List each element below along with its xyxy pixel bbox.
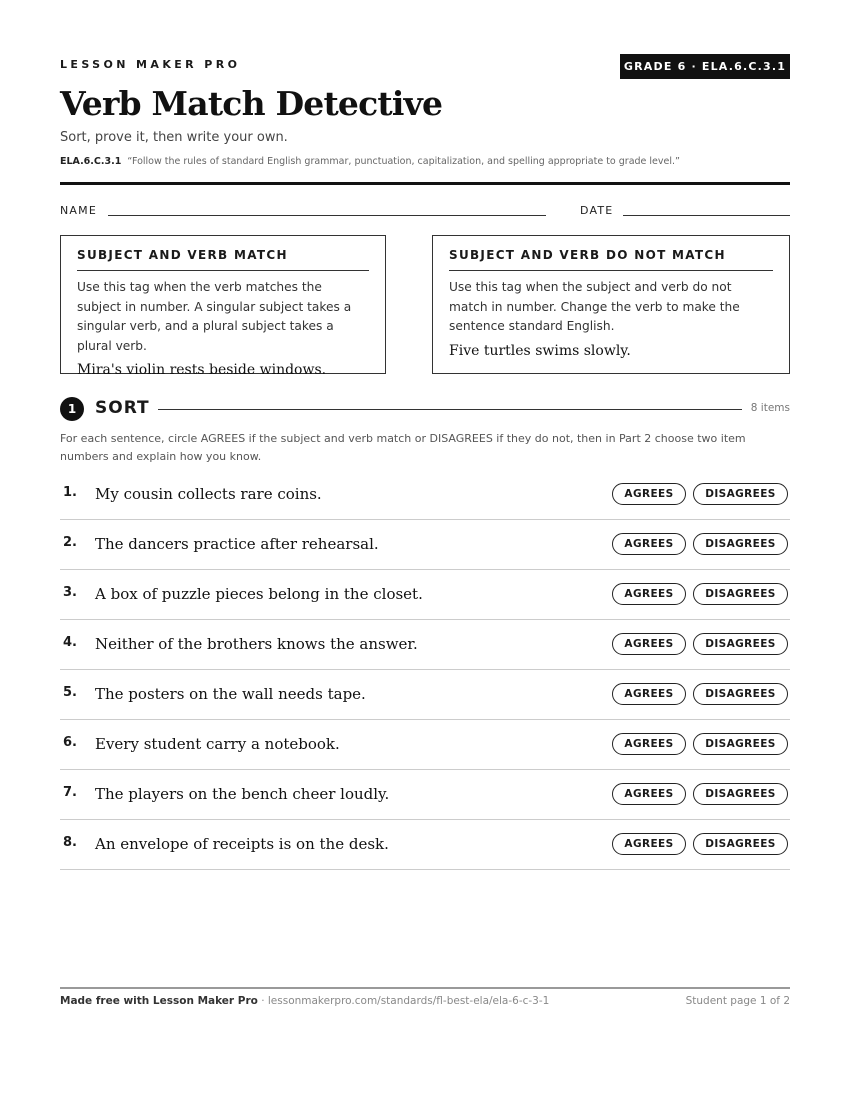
item-sentence: The players on the bench cheer loudly.	[95, 785, 390, 803]
date-label: DATE	[580, 204, 614, 217]
footer-brand: Made free with Lesson Maker Pro	[60, 995, 258, 1007]
grade-badge: GRADE 6 · ELA.6.C.3.1	[620, 54, 790, 79]
tag-card-no-match	[432, 235, 790, 374]
section-rule	[158, 409, 742, 410]
agrees-option[interactable]: AGREES	[612, 633, 686, 655]
standard-text: “Follow the rules of standard English grammar, punctuation, capitalization, and spelling appropriate to grade level.”	[127, 156, 680, 167]
item-sentence: A box of puzzle pieces belong in the closet.	[95, 585, 423, 603]
list-item	[60, 720, 790, 770]
list-item	[60, 470, 790, 520]
list-item	[60, 570, 790, 620]
standard-line	[60, 156, 790, 167]
standard-code: ELA.6.C.3.1	[60, 156, 122, 167]
footer-credit	[60, 995, 549, 1007]
list-item	[60, 670, 790, 720]
item-sentence: The dancers practice after rehearsal.	[95, 535, 379, 553]
section-title: SORT	[95, 398, 150, 418]
section-header	[60, 397, 790, 421]
tag-card-match	[60, 235, 386, 378]
list-item	[60, 520, 790, 570]
section-number-badge: 1	[60, 397, 84, 421]
agrees-option[interactable]: AGREES	[612, 533, 686, 555]
tag-heading: SUBJECT AND VERB DO NOT MATCH	[449, 248, 773, 271]
list-item	[60, 620, 790, 670]
page-subtitle: Sort, prove it, then write your own.	[60, 130, 288, 145]
agrees-option[interactable]: AGREES	[612, 833, 686, 855]
item-sentence: My cousin collects rare coins.	[95, 485, 322, 503]
item-number: 4.	[63, 635, 77, 650]
item-number: 8.	[63, 835, 77, 850]
item-number: 5.	[63, 685, 77, 700]
disagrees-option[interactable]: DISAGREES	[693, 633, 788, 655]
item-sentence: Neither of the brothers knows the answer.	[95, 635, 418, 653]
item-number: 1.	[63, 485, 77, 500]
disagrees-option[interactable]: DISAGREES	[693, 533, 788, 555]
tag-description: Use this tag when the verb matches the subject in number. A singular subject takes a singular verb, and a plural subject takes a plural verb.	[77, 280, 352, 353]
list-item	[60, 820, 790, 870]
item-count: 8 items	[750, 402, 790, 414]
disagrees-option[interactable]: DISAGREES	[693, 733, 788, 755]
header-divider	[60, 182, 790, 185]
agrees-option[interactable]: AGREES	[612, 783, 686, 805]
disagrees-option[interactable]: DISAGREES	[693, 683, 788, 705]
item-number: 2.	[63, 535, 77, 550]
agrees-option[interactable]: AGREES	[612, 483, 686, 505]
name-field[interactable]	[108, 215, 546, 216]
disagrees-option[interactable]: DISAGREES	[693, 783, 788, 805]
item-list	[60, 470, 790, 870]
worksheet-page	[60, 0, 790, 1100]
footer-url: · lessonmakerpro.com/standards/fl-best-ela/ela-6-c-3-1	[257, 995, 550, 1007]
footer-divider	[60, 987, 790, 989]
name-label: NAME	[60, 204, 97, 217]
item-sentence: Every student carry a notebook.	[95, 735, 340, 753]
disagrees-option[interactable]: DISAGREES	[693, 483, 788, 505]
page-indicator: Student page 1 of 2	[685, 995, 790, 1007]
date-field[interactable]	[623, 215, 790, 216]
sort-instructions: For each sentence, circle AGREES if the subject and verb match or DISAGREES if they do not, then in Part 2 choose two item numbers and explain how you know.	[60, 432, 746, 463]
page-title: Verb Match Detective	[60, 84, 443, 123]
agrees-option[interactable]: AGREES	[612, 683, 686, 705]
item-sentence: An envelope of receipts is on the desk.	[95, 835, 389, 853]
tag-description: Use this tag when the subject and verb do not match in number. Change the verb to make the sentence standard English.	[449, 280, 740, 333]
list-item	[60, 770, 790, 820]
tag-example: Mira's violin rests beside windows.	[77, 362, 327, 378]
item-number: 7.	[63, 785, 77, 800]
agrees-option[interactable]: AGREES	[612, 583, 686, 605]
disagrees-option[interactable]: DISAGREES	[693, 583, 788, 605]
item-number: 3.	[63, 585, 77, 600]
tag-heading: SUBJECT AND VERB MATCH	[77, 248, 369, 271]
tag-example: Five turtles swims slowly.	[449, 342, 631, 359]
item-number: 6.	[63, 735, 77, 750]
brand-name: LESSON MAKER PRO	[60, 58, 241, 71]
disagrees-option[interactable]: DISAGREES	[693, 833, 788, 855]
agrees-option[interactable]: AGREES	[612, 733, 686, 755]
name-date-row	[60, 204, 790, 218]
item-sentence: The posters on the wall needs tape.	[95, 685, 366, 703]
